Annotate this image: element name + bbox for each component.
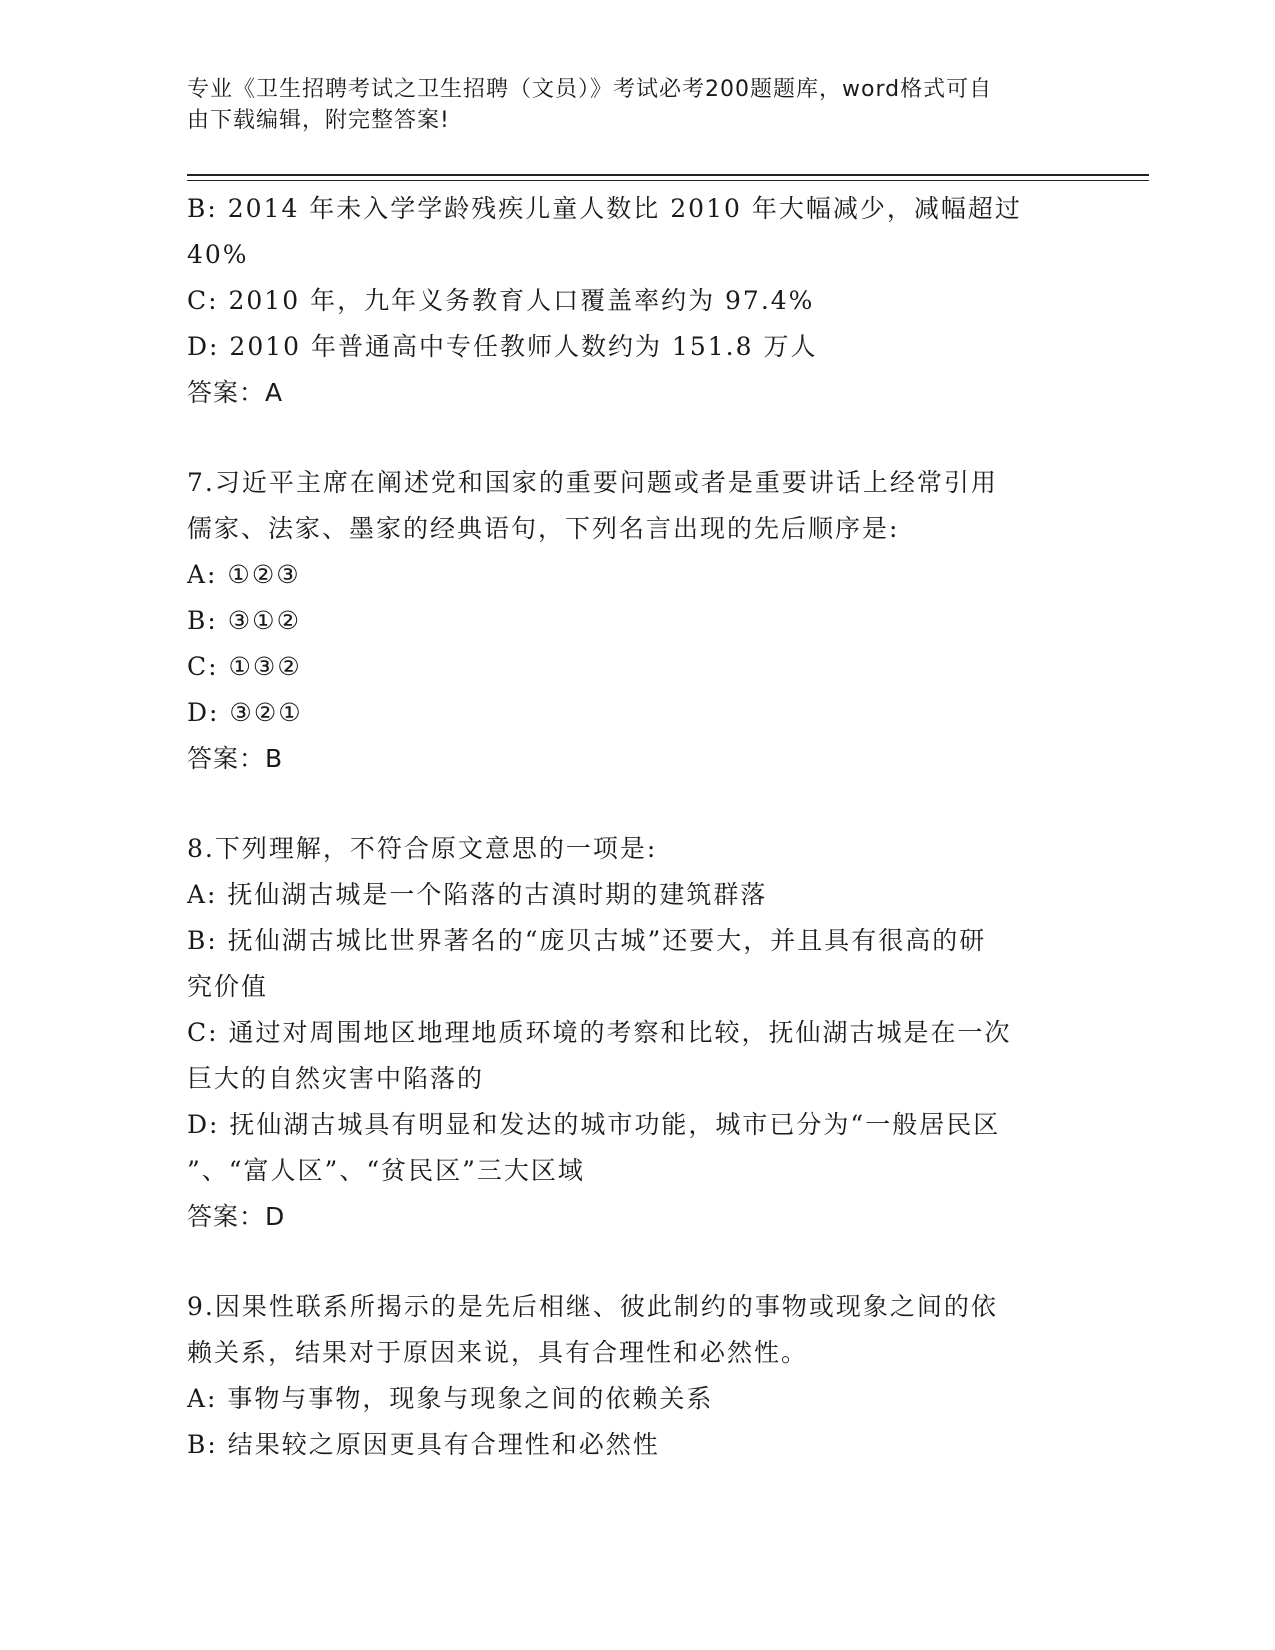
q9-option-b: B: 结果较之原因更具有合理性和必然性 [187,1430,660,1459]
q8-option-a: A: 抚仙湖古城是一个陷落的古滇时期的建筑群落 [187,880,768,909]
q9-stem-line-2: 赖关系，结果对于原因来说，具有合理性和必然性。 [187,1338,809,1367]
question-9 [187,1284,1087,1468]
q8-option-d-line-1: D: 抚仙湖古城具有明显和发达的城市功能，城市已分为“一般居民区 [187,1110,1001,1139]
q7-stem-line-1: 7.习近平主席在阐述党和国家的重要问题或者是重要讲话上经常引用 [187,468,998,497]
q6-option-d: D: 2010 年普通高中专任教师人数约为 151.8 万人 [187,332,818,361]
q8-option-d-line-2: ”、“富人区”、“贫民区”三大区域 [187,1156,585,1185]
question-6 [187,186,1087,416]
q7-option-c: C: ①③② [187,652,302,681]
q9-option-a: A: 事物与事物，现象与现象之间的依赖关系 [187,1384,714,1413]
question-7 [187,460,1087,782]
q7-option-d: D: ③②① [187,698,303,727]
header-rule-thin [187,180,1149,181]
q7-option-a: A: ①②③ [187,560,301,589]
question-8 [187,826,1087,1240]
spacer [187,1240,1087,1284]
spacer [187,782,1087,826]
spacer [187,416,1087,460]
q8-option-c-line-1: C: 通过对周围地区地理地质环境的考察和比较，抚仙湖古城是在一次 [187,1018,1012,1047]
document-header [187,74,1067,136]
q7-option-b: B: ③①② [187,606,301,635]
q6-option-b-line-1: B: 2014 年未入学学龄残疾儿童人数比 2010 年大幅减少，减幅超过 [187,194,1022,223]
q6-answer: 答案：A [187,378,284,407]
document-body [187,186,1087,1468]
header-rule-thick [187,174,1149,176]
q7-answer: 答案：B [187,744,284,773]
q8-option-c-line-2: 巨大的自然灾害中陷落的 [187,1064,485,1093]
q8-option-b-line-1: B: 抚仙湖古城比世界著名的“庞贝古城”还要大，并且具有很高的研 [187,926,987,955]
header-line-1: 专业《卫生招聘考试之卫生招聘（文员）》考试必考200题题库，word格式可自 [187,77,993,102]
q8-option-b-line-2: 究价值 [187,972,269,1001]
q7-stem-line-2: 儒家、法家、墨家的经典语句，下列名言出现的先后顺序是: [187,514,900,543]
q6-option-c: C: 2010 年，九年义务教育人口覆盖率约为 97.4% [187,286,815,315]
q9-stem-line-1: 9.因果性联系所揭示的是先后相继、彼此制约的事物或现象之间的依 [187,1292,998,1321]
q6-option-b-line-2: 40% [187,240,249,269]
header-line-2: 由下载编辑，附完整答案! [187,108,450,133]
q8-answer: 答案：D [187,1202,286,1231]
q8-stem: 8.下列理解，不符合原文意思的一项是: [187,834,658,863]
